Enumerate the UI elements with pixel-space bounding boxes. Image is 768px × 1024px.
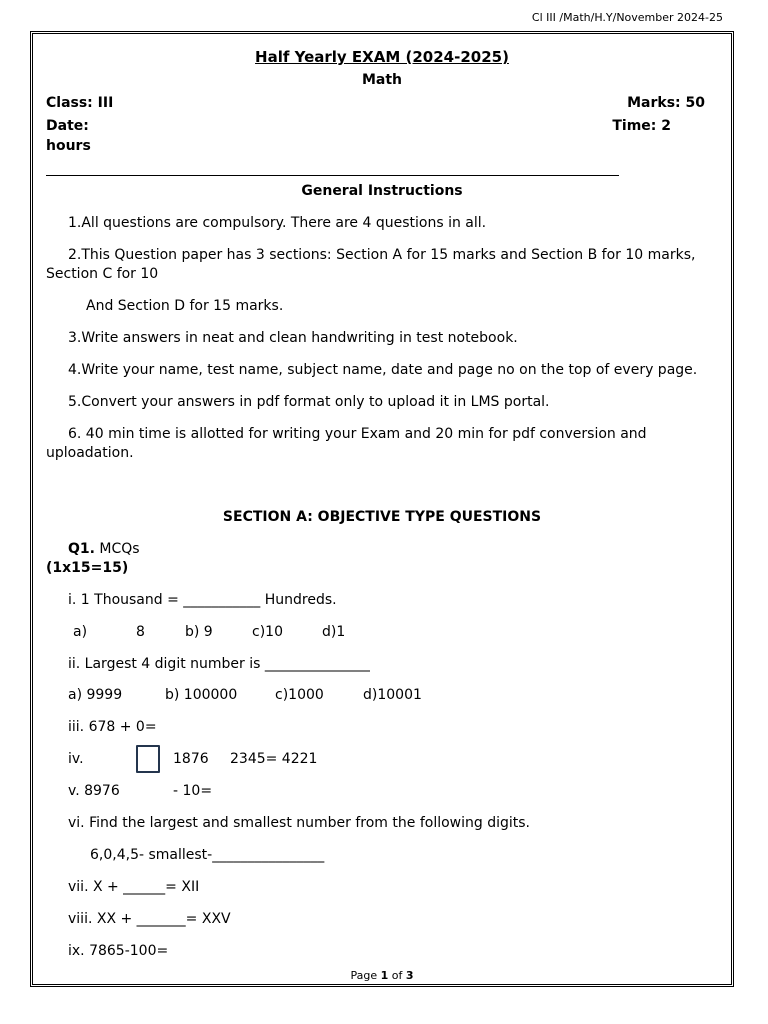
header-reference: Cl III /Math/H.Y/November 2024-25 — [531, 11, 723, 24]
question-v: v. 8976 — [68, 783, 120, 799]
time-label: Time: 2 — [612, 118, 671, 134]
instruction-4: 4.Write your name, test name, subject name, date and page no on the top of every page. — [68, 362, 698, 378]
marks-label: Marks: 50 — [627, 95, 705, 111]
question-1-heading — [68, 541, 140, 557]
instruction-2-cont: Section C for 10 — [46, 266, 159, 282]
option-d: d)10001 — [363, 687, 422, 703]
question-i: i. 1 Thousand = ___________ Hundreds. — [68, 592, 337, 608]
instruction-2: 2.This Question paper has 3 sections: Section A for 15 marks and Section B for 10 marks, — [68, 247, 696, 263]
instructions-heading: General Instructions — [301, 183, 463, 199]
option-a: a) — [73, 624, 88, 640]
question-iii: iii. 678 + 0= — [68, 719, 157, 735]
question-ii-options — [68, 687, 422, 703]
question-ix: ix. 7865-100= — [68, 943, 169, 959]
instruction-6-cont: uploadation. — [46, 445, 134, 461]
option-a: a) 9999 — [68, 687, 123, 703]
question-ii: ii. Largest 4 digit number is _______________ — [68, 656, 370, 672]
page-current: 1 — [380, 969, 389, 982]
divider-line — [46, 175, 619, 176]
option-d: d)1 — [322, 624, 346, 640]
question-1-label: Q1. — [68, 541, 95, 557]
class-label: Class: III — [46, 95, 114, 111]
page-total: 3 — [405, 969, 414, 982]
option-a-value: 8 — [136, 624, 145, 640]
exam-title: Half Yearly EXAM (2024-2025) — [255, 48, 509, 66]
question-iv-number: 1876 — [173, 751, 209, 767]
time-continued: hours — [46, 138, 91, 154]
page-of-word: of — [391, 969, 403, 982]
question-vii: vii. X + ______= XII — [68, 879, 200, 895]
page-word: Page — [350, 969, 378, 982]
question-viii: viii. XX + _______= XXV — [68, 911, 231, 927]
instruction-6: 6. 40 min time is allotted for writing your Exam and 20 min for pdf conversion and — [68, 426, 647, 442]
instruction-2-cont2: And Section D for 15 marks. — [86, 298, 284, 314]
question-1-text: MCQs — [99, 541, 140, 557]
instruction-1: 1.All questions are compulsory. There are 4 questions in all. — [68, 215, 487, 231]
option-b: b) 100000 — [165, 687, 238, 703]
answer-box — [136, 745, 160, 773]
page-content — [46, 34, 718, 984]
question-vi-sub: 6,0,4,5- smallest-________________ — [90, 847, 325, 863]
question-i-options — [73, 624, 345, 640]
question-iv-equation: 2345= 4221 — [230, 751, 318, 767]
question-iv-label: iv. — [68, 751, 84, 767]
question-1-marks: (1x15=15) — [46, 560, 129, 576]
option-c: c)10 — [252, 624, 283, 640]
section-a-heading: SECTION A: OBJECTIVE TYPE QUESTIONS — [222, 509, 542, 525]
instruction-5: 5.Convert your answers in pdf format only to upload it in LMS portal. — [68, 394, 550, 410]
question-vi: vi. Find the largest and smallest number from the following digits. — [68, 815, 530, 831]
option-c: c)1000 — [275, 687, 324, 703]
page-footer — [46, 969, 718, 982]
date-label: Date: — [46, 118, 89, 134]
instruction-3: 3.Write answers in neat and clean handwriting in test notebook. — [68, 330, 518, 346]
page-frame — [30, 31, 734, 987]
subject-name: Math — [361, 72, 403, 88]
option-b: b) 9 — [185, 624, 213, 640]
question-v-equation: - 10= — [173, 783, 213, 799]
